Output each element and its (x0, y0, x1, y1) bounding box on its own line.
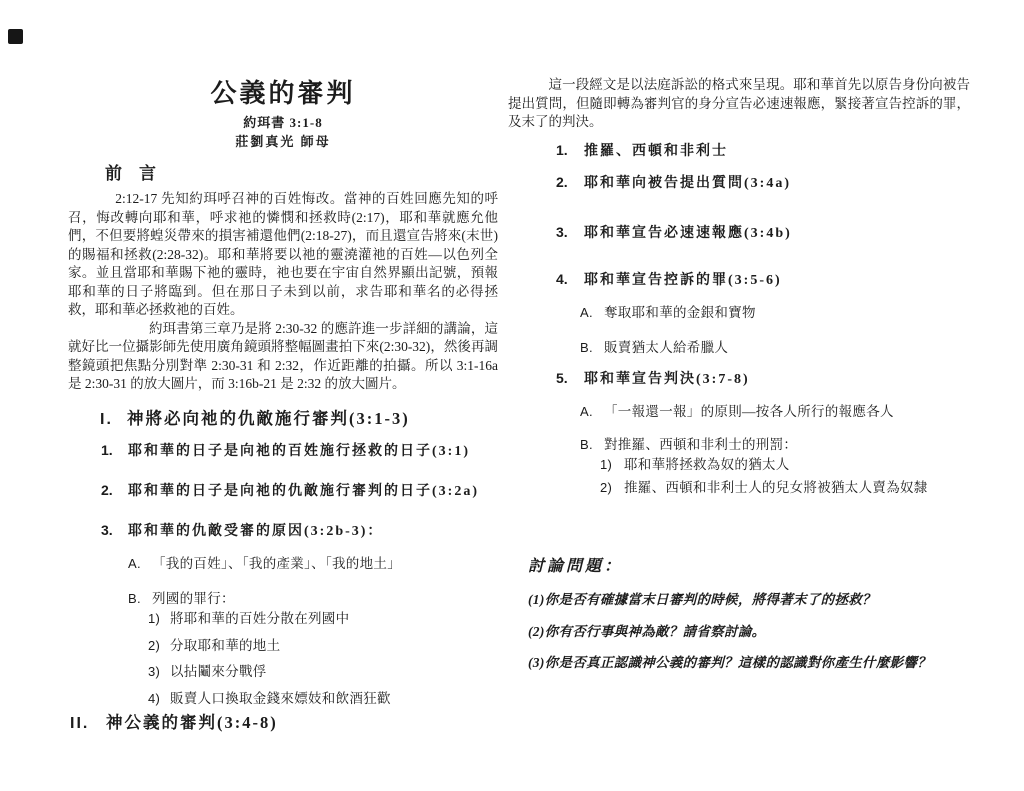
item-number: 1. (556, 142, 568, 158)
item-number: B. (580, 339, 593, 355)
item-number: 3) (148, 664, 161, 679)
item-text: 販賣人口換取金錢來嫖妓和飲酒狂歡 (170, 690, 391, 706)
item-number: B. (128, 590, 141, 606)
item-text: 以拈鬮來分戰俘 (170, 664, 267, 679)
outline-subitem (508, 436, 970, 455)
item-number: A. (580, 404, 593, 419)
court-format-paragraph: 這一段經文是以法庭訴訟的格式來呈現。耶和華首先以原告身份向被告提出質問，但隨即轉為審判官的身分宣告必速速報應，緊接著宣告控訴的罪，及末了的判決。 (508, 77, 970, 129)
discussion-question-2: (2)你有否行事與神為敵？請省察討論。 (528, 623, 766, 639)
item-text: 分取耶和華的地土 (170, 637, 281, 653)
item-number: 2) (600, 479, 613, 495)
page-title: 公義的審判 (210, 79, 356, 108)
item-number: 2. (556, 174, 568, 190)
item-text: 耶和華的日子是向祂的仇敵施行審判的日子(3:2a) (128, 484, 479, 499)
item-number: 3. (556, 224, 568, 240)
outline-item (68, 441, 500, 461)
discussion-question-3: (3)你是否真正認識神公義的審判？這樣的認識對你產生什麼影響？ (528, 655, 932, 670)
item-text: 「我的百姓」、「我的產業」、「我的地土」 (152, 556, 401, 571)
outline-heading-II-text: 神公義的審判(3:4-8) (106, 713, 278, 732)
item-number: 1) (600, 457, 613, 472)
item-number: A. (580, 305, 593, 320)
outline-item (508, 270, 970, 290)
item-text: 耶和華宣告控訴的罪(3:5-6) (584, 273, 782, 288)
preface-heading: 前 言 (105, 164, 156, 183)
item-number: A. (128, 556, 141, 571)
item-text: 耶和華宣告必速速報應(3:4b) (584, 226, 792, 241)
outline-item (508, 369, 970, 389)
outline-item (68, 481, 500, 501)
outline-heading-I-text: 神將必向祂的仇敵施行審判(3:1-3) (127, 409, 410, 428)
document-header (68, 78, 498, 185)
outline-subsubitem (68, 690, 500, 709)
outline-subitem (508, 339, 970, 358)
outline-heading-I (68, 408, 500, 431)
item-text: 耶和華的日子是向祂的百姓施行拯救的日子(3:1) (128, 444, 470, 459)
outline-item (508, 223, 970, 243)
author-name: 莊劉真光 師母 (235, 134, 331, 149)
item-text: 耶和華宣告判決(3:7-8) (584, 372, 750, 387)
item-text: 將耶和華的百姓分散在列國中 (170, 611, 350, 626)
outline-section-2 (508, 141, 970, 497)
outline-subitem (508, 304, 970, 323)
item-number: 3. (101, 522, 113, 538)
item-text: 販賣猶太人給希臘人 (604, 339, 729, 355)
item-number: 2. (101, 482, 113, 498)
discussion-question-1: (1)你是否有確據當末日審判的時候，將得著末了的拯救？ (528, 592, 876, 607)
discussion-questions-section (528, 556, 968, 673)
outline-heading-II-number: II. (70, 715, 90, 732)
outline-item (508, 173, 970, 193)
intro-paragraph-1: 2:12-17 先知約珥呼召神的百姓悔改。當神的百姓回應先知的呼召，悔改轉向耶和華，呼求祂的憐憫和拯救時(2:17)，耶和華就應允他們，不但要將蝗災帶來的損害補還他們(2:18-27)，而且還宣告將來(末世)的賜福和拯救(2:28-32)。耶和華將要以祂的靈澆灌祂的百姓—以色列全家。並且當耶和華賜下祂的靈時，祂也要在宇宙自然界顯出記號，預報耶和華的日子將臨到。但在那日子未到以前，求告耶和華名的必得拯救，耶和華必拯救祂的百姓。 (68, 191, 498, 317)
item-number: 1. (101, 442, 113, 458)
outline-subsubitem (508, 479, 970, 498)
introduction-paragraphs (68, 190, 498, 394)
outline-subitem (68, 590, 500, 609)
outline-subsubitem (68, 663, 500, 682)
item-text: 對推羅、西頓和非利士的刑罰： (604, 436, 798, 452)
item-number: 5. (556, 370, 568, 386)
item-text: 推羅、西頓和非利士 (584, 144, 728, 159)
scan-corner-mark (8, 29, 23, 44)
right-column-paragraph (508, 76, 970, 132)
outline-heading-I-number: I. (100, 411, 113, 428)
outline-subsubitem (68, 637, 500, 656)
discussion-heading: 討論問題： (528, 558, 624, 575)
item-number: B. (580, 436, 593, 452)
item-number: 2) (148, 637, 161, 653)
intro-paragraph-2: 約珥書第三章乃是將 2:30-32 的應許進一步詳細的講論，這就好比一位攝影師先使用廣角鏡頭將整幅圖畫拍下來(2:30-32)，然後再調整鏡頭把焦點分別對準 2:30-31 和 2:32，作近距離的拍攝。所以 3:1-16a 是 2:30-31 的放大圖片，而 3:16b-21 是 2:32 的放大圖片。 (68, 320, 498, 391)
item-text: 耶和華向被告提出質問(3:4a) (584, 176, 791, 191)
outline-item (508, 141, 970, 161)
item-text: 耶和華的仇敵受審的原因(3:2b-3)： (128, 524, 384, 539)
outline-subsubitem (68, 610, 500, 629)
item-text: 「一報還一報」的原則—按各人所行的報應各人 (604, 404, 894, 419)
item-number: 4) (148, 690, 161, 706)
outline-subitem (68, 555, 500, 574)
item-number: 1) (148, 611, 161, 626)
outline-section-1 (68, 408, 500, 735)
item-text: 列國的罪行： (152, 590, 235, 606)
item-text: 耶和華將拯救為奴的猶太人 (624, 457, 790, 472)
outline-subitem (508, 403, 970, 422)
item-text: 奪取耶和華的金銀和寶物 (604, 305, 756, 320)
item-number: 4. (556, 271, 568, 287)
outline-heading-II (68, 712, 500, 735)
scripture-passage: 約珥書 3:1-8 (243, 115, 323, 130)
outline-item (68, 521, 500, 541)
outline-subsubitem (508, 456, 970, 475)
item-text: 推羅、西頓和非利士人的兒女將被猶太人賣為奴隸 (624, 479, 928, 495)
